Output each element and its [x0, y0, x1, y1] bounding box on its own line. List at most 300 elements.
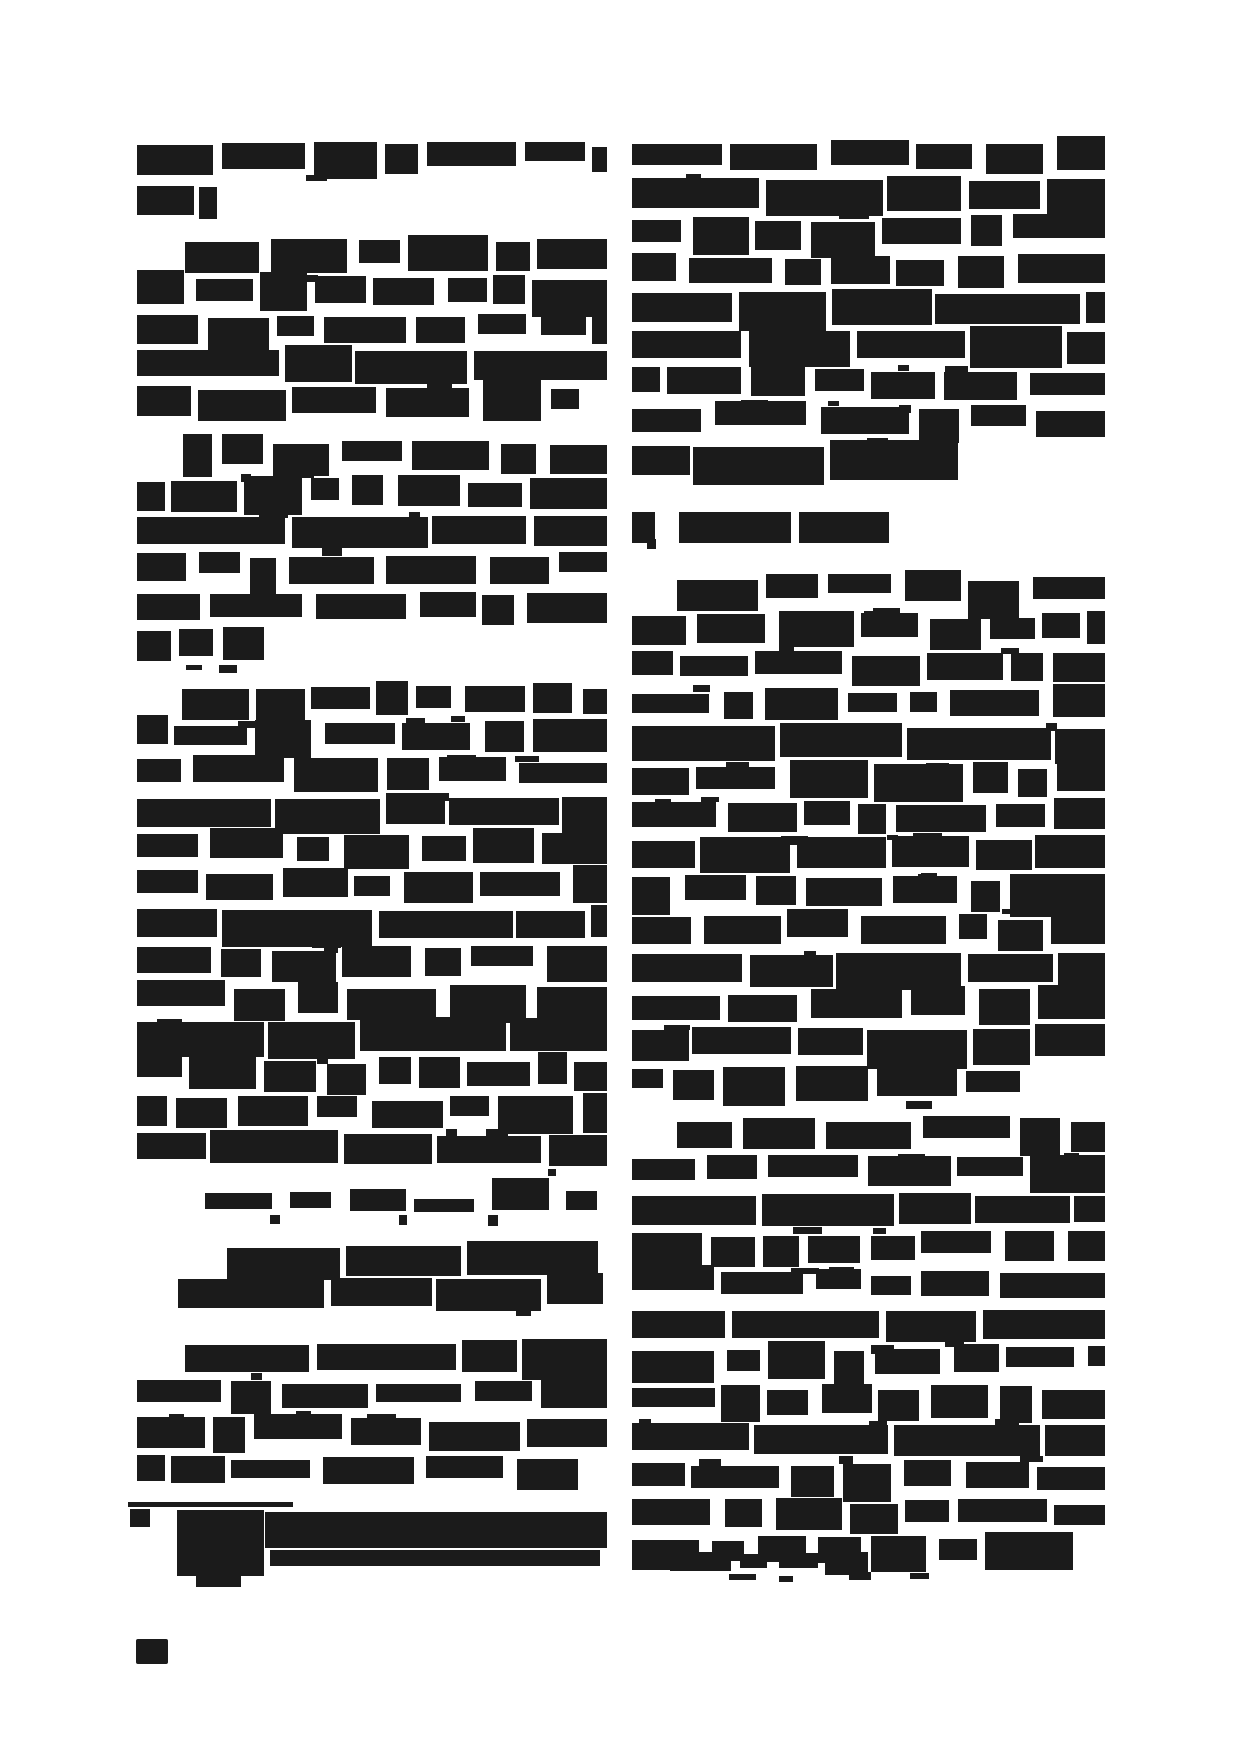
word-block — [921, 1231, 990, 1253]
word-block — [372, 1101, 443, 1128]
footnote-text-block — [265, 1512, 607, 1548]
arabic-glyph-block — [205, 1193, 272, 1209]
word-block — [1042, 1390, 1105, 1419]
word-block — [973, 762, 1008, 793]
word-block — [254, 1414, 343, 1439]
word-block — [632, 446, 690, 475]
word-block — [632, 1196, 756, 1225]
word-block — [379, 1057, 411, 1085]
word-block — [1033, 577, 1105, 599]
word-block — [939, 1539, 977, 1560]
word-block — [721, 1272, 803, 1294]
word-block — [971, 215, 1002, 246]
word-block — [260, 272, 306, 311]
word-block — [137, 1455, 165, 1481]
word-block — [826, 1122, 912, 1148]
word-block — [480, 872, 561, 896]
word-block — [398, 475, 460, 506]
word-block — [137, 386, 191, 416]
word-block — [425, 948, 461, 976]
word-block — [927, 653, 1003, 680]
word-block — [386, 793, 445, 824]
footnote-text-block — [196, 1573, 241, 1587]
word-block — [583, 689, 607, 714]
word-block — [632, 726, 775, 761]
word-block — [289, 557, 373, 584]
word-block — [1030, 373, 1105, 395]
word-block — [711, 1237, 755, 1267]
word-block — [692, 1027, 791, 1053]
word-block — [183, 434, 212, 476]
noise-speck — [910, 1573, 929, 1579]
word-block — [137, 1417, 205, 1448]
word-block — [498, 1096, 573, 1134]
word-block — [723, 1067, 785, 1106]
word-block — [439, 757, 506, 781]
noise-speck — [995, 1419, 1019, 1425]
arabic-dot — [488, 1215, 498, 1226]
word-block — [861, 613, 918, 638]
word-block — [449, 798, 559, 825]
footnote-text-block — [270, 1550, 600, 1566]
word-block — [821, 407, 909, 434]
noise-speck — [251, 1373, 262, 1380]
word-block — [137, 145, 213, 175]
word-block — [137, 834, 198, 857]
word-block — [404, 872, 473, 904]
word-block — [848, 693, 897, 712]
word-block — [950, 690, 1039, 715]
word-block — [815, 369, 865, 391]
word-block — [355, 351, 467, 384]
word-block — [969, 181, 1040, 209]
word-block — [317, 1096, 357, 1117]
word-block — [467, 1241, 598, 1275]
word-block — [632, 253, 676, 281]
arabic-glyph-block — [350, 1189, 405, 1212]
word-block — [1018, 769, 1047, 796]
word-block — [137, 594, 200, 620]
word-block — [632, 651, 673, 675]
word-block — [632, 331, 741, 358]
word-block — [689, 258, 772, 283]
word-block — [137, 270, 184, 304]
word-block — [298, 982, 338, 1013]
word-block — [1071, 1122, 1105, 1152]
word-block — [416, 686, 450, 708]
word-block — [137, 186, 194, 215]
word-block — [182, 689, 249, 720]
word-block — [1013, 214, 1105, 238]
arabic-glyph-block — [492, 1178, 549, 1210]
word-block — [547, 946, 607, 982]
word-block — [385, 144, 418, 174]
word-block — [798, 1028, 864, 1055]
heading-word-block — [647, 539, 656, 549]
word-block — [323, 1457, 414, 1483]
word-block — [893, 876, 956, 903]
word-block — [768, 1155, 858, 1177]
word-block — [796, 1066, 868, 1101]
word-block — [755, 221, 801, 249]
noise-speck — [1020, 1456, 1043, 1462]
word-block — [376, 1384, 461, 1403]
arabic-glyph-block — [414, 1199, 474, 1212]
noise-speck — [306, 175, 327, 181]
word-block — [137, 947, 211, 973]
word-block — [285, 345, 351, 382]
text-line — [137, 556, 607, 598]
word-block — [1054, 1505, 1105, 1525]
arabic-glyph-block — [290, 1192, 331, 1208]
word-block — [787, 909, 848, 938]
word-block — [691, 1466, 779, 1488]
section-heading — [632, 512, 892, 553]
word-block — [422, 836, 466, 860]
word-block — [878, 1390, 918, 1421]
word-block — [1000, 1386, 1032, 1423]
word-block — [973, 1029, 1030, 1065]
page-number-badge — [136, 1639, 168, 1664]
word-block — [137, 553, 186, 581]
word-block — [137, 909, 217, 937]
word-block — [592, 317, 607, 344]
word-block — [250, 558, 276, 596]
word-block — [137, 350, 279, 376]
text-line — [632, 1068, 1020, 1110]
word-block — [496, 242, 529, 271]
word-block — [533, 683, 572, 713]
footnote-marker — [130, 1509, 150, 1527]
word-block — [875, 1349, 940, 1374]
word-block — [749, 331, 850, 368]
word-block — [268, 1022, 355, 1059]
word-block — [222, 434, 263, 464]
word-block — [189, 1055, 256, 1089]
text-line — [178, 1280, 603, 1321]
word-block — [437, 1136, 541, 1163]
word-block — [1037, 1467, 1105, 1490]
word-block — [231, 1460, 310, 1478]
word-block — [923, 1116, 1010, 1137]
word-block — [910, 692, 938, 712]
noise-speck — [186, 665, 202, 670]
word-block — [583, 1093, 607, 1133]
word-block — [816, 1269, 860, 1289]
word-block — [471, 946, 534, 966]
word-block — [516, 911, 585, 938]
word-block — [427, 142, 516, 166]
word-block — [297, 837, 329, 861]
word-block — [562, 797, 607, 835]
word-block — [436, 1279, 541, 1312]
word-block — [632, 1159, 695, 1180]
word-block — [850, 1504, 898, 1533]
arabic-dot — [399, 1215, 407, 1225]
word-block — [549, 1135, 607, 1166]
word-block — [412, 441, 489, 470]
word-block — [178, 1279, 324, 1307]
word-block — [352, 475, 383, 505]
noise-speck — [219, 665, 237, 674]
word-block — [1074, 1196, 1105, 1222]
word-block — [537, 987, 607, 1018]
word-block — [527, 1419, 607, 1447]
word-block — [806, 878, 881, 906]
word-block — [1011, 653, 1043, 681]
word-block — [780, 723, 902, 757]
word-block — [344, 835, 409, 869]
word-block — [985, 1532, 1073, 1570]
arabic-dot — [270, 1215, 280, 1224]
word-block — [473, 828, 534, 863]
word-block — [221, 949, 261, 978]
word-block — [779, 1553, 818, 1568]
word-block — [317, 1344, 457, 1370]
word-block — [868, 1156, 950, 1186]
word-block — [137, 1057, 182, 1077]
word-block — [416, 317, 465, 343]
noise-speck — [1002, 909, 1032, 914]
word-block — [968, 581, 1020, 619]
word-block — [1086, 292, 1105, 323]
word-block — [255, 720, 311, 758]
word-block — [137, 1380, 221, 1402]
word-block — [292, 387, 376, 413]
word-block — [517, 1459, 578, 1490]
word-block — [137, 315, 198, 344]
word-block — [231, 1381, 271, 1414]
word-block — [478, 314, 527, 334]
word-block — [179, 629, 213, 656]
arabic-quote-line — [205, 1175, 597, 1225]
text-line — [632, 1426, 1105, 1468]
word-block — [359, 240, 400, 263]
word-block — [834, 1351, 864, 1389]
word-block — [419, 1057, 461, 1088]
word-block — [272, 951, 336, 982]
word-block — [971, 881, 1000, 912]
word-block — [485, 721, 525, 752]
word-block — [894, 1425, 1040, 1456]
word-block — [751, 367, 805, 396]
word-block — [916, 144, 972, 170]
word-block — [210, 594, 301, 617]
arabic-dot — [548, 1169, 556, 1176]
word-block — [530, 478, 607, 510]
word-block — [632, 802, 716, 827]
word-block — [519, 763, 607, 783]
word-block — [137, 631, 171, 661]
word-block — [632, 841, 695, 868]
text-line — [137, 145, 607, 186]
word-block — [1042, 613, 1079, 638]
word-block — [968, 954, 1053, 982]
word-block — [482, 595, 514, 625]
noise-speck — [793, 1227, 822, 1233]
word-block — [379, 911, 513, 938]
word-block — [522, 1339, 607, 1380]
word-block — [907, 728, 1051, 760]
word-block — [551, 389, 579, 410]
word-block — [210, 1130, 338, 1163]
text-line — [137, 1458, 598, 1499]
noise-speck — [729, 1574, 756, 1580]
word-block — [420, 592, 476, 617]
word-block — [386, 388, 469, 417]
word-block — [766, 180, 883, 216]
word-block — [223, 627, 264, 660]
word-block — [292, 517, 428, 548]
word-block — [137, 759, 181, 782]
word-block — [402, 723, 470, 750]
word-block — [632, 367, 660, 392]
word-block — [632, 1069, 663, 1089]
word-block — [137, 482, 165, 511]
word-block — [836, 953, 961, 990]
word-block — [986, 144, 1043, 174]
word-block — [632, 1423, 749, 1450]
word-block — [632, 1030, 689, 1061]
word-block — [831, 140, 909, 165]
word-block — [294, 758, 378, 791]
word-block — [264, 1061, 316, 1093]
word-block — [677, 1122, 732, 1148]
word-block — [501, 444, 536, 474]
word-block — [970, 326, 1063, 368]
word-block — [448, 278, 487, 302]
word-block — [346, 1246, 461, 1276]
noise-speck — [839, 213, 869, 218]
word-block — [137, 517, 285, 545]
word-block — [538, 1052, 566, 1084]
word-block — [1018, 254, 1105, 283]
word-block — [861, 916, 946, 944]
word-block — [858, 804, 886, 834]
word-block — [966, 1462, 1029, 1488]
word-block — [990, 618, 1035, 639]
noise-speck — [516, 1309, 530, 1316]
word-block — [785, 259, 821, 285]
word-block — [632, 1388, 715, 1407]
word-block — [871, 372, 934, 400]
noise-speck — [906, 1101, 932, 1109]
word-block — [210, 828, 284, 859]
word-block — [541, 313, 586, 335]
word-block — [996, 804, 1046, 827]
word-block — [185, 242, 259, 273]
word-block — [592, 147, 607, 172]
word-block — [755, 651, 842, 673]
word-block — [882, 218, 961, 245]
word-block — [1000, 1273, 1105, 1298]
word-block — [935, 294, 1080, 324]
word-block — [724, 692, 753, 719]
word-block — [825, 1552, 869, 1575]
word-block — [1035, 835, 1105, 868]
word-block — [693, 447, 824, 485]
footnote-rule — [128, 1502, 293, 1507]
word-block — [315, 276, 366, 302]
word-block — [763, 1236, 799, 1267]
word-block — [171, 481, 237, 512]
word-block — [831, 256, 890, 284]
word-block — [1038, 985, 1105, 1019]
word-block — [324, 317, 406, 343]
word-block — [137, 980, 225, 1006]
text-line — [632, 729, 1105, 771]
word-block — [199, 187, 216, 219]
word-block — [196, 279, 253, 301]
word-block — [1057, 763, 1105, 792]
word-block — [1005, 1231, 1054, 1261]
word-block — [171, 1456, 225, 1482]
word-block — [238, 1096, 309, 1126]
word-block — [843, 1464, 891, 1501]
footnote-text-block — [177, 1510, 264, 1576]
word-block — [354, 876, 390, 896]
word-block — [887, 176, 961, 211]
word-block — [707, 1155, 757, 1179]
word-block — [685, 875, 747, 900]
word-block — [899, 1193, 971, 1223]
word-block — [766, 574, 819, 598]
word-block — [176, 1098, 227, 1129]
word-block — [790, 760, 868, 798]
word-block — [700, 837, 790, 874]
word-block — [828, 574, 891, 593]
word-block — [896, 805, 986, 833]
word-block — [283, 868, 348, 897]
word-block — [1054, 798, 1105, 829]
text-line — [670, 1556, 869, 1584]
arabic-glyph-block — [566, 1191, 597, 1210]
word-block — [750, 955, 832, 987]
word-block — [227, 1248, 340, 1280]
word-block — [896, 260, 943, 287]
word-block — [728, 803, 797, 832]
word-block — [680, 656, 748, 676]
word-block — [591, 905, 607, 936]
word-block — [832, 289, 932, 325]
word-block — [632, 1311, 725, 1338]
word-block — [721, 1385, 760, 1423]
word-block — [919, 409, 960, 443]
word-block — [892, 836, 969, 867]
word-block — [275, 799, 380, 834]
word-block — [316, 594, 406, 620]
text-line — [632, 1030, 1105, 1072]
word-block — [632, 1499, 710, 1525]
word-block — [911, 986, 965, 1015]
word-block — [351, 1418, 421, 1445]
word-block — [271, 239, 347, 273]
word-block — [533, 719, 607, 752]
word-block — [1030, 1155, 1105, 1193]
word-block — [871, 1236, 915, 1260]
word-block — [1051, 915, 1105, 944]
word-block — [174, 726, 247, 746]
word-block — [1058, 953, 1105, 989]
word-block — [347, 989, 436, 1020]
word-block — [222, 143, 305, 169]
word-block — [1088, 1346, 1105, 1366]
word-block — [958, 1499, 1048, 1522]
word-block — [206, 874, 273, 900]
text-line — [137, 188, 217, 229]
text-line — [632, 447, 958, 489]
word-block — [468, 483, 522, 507]
